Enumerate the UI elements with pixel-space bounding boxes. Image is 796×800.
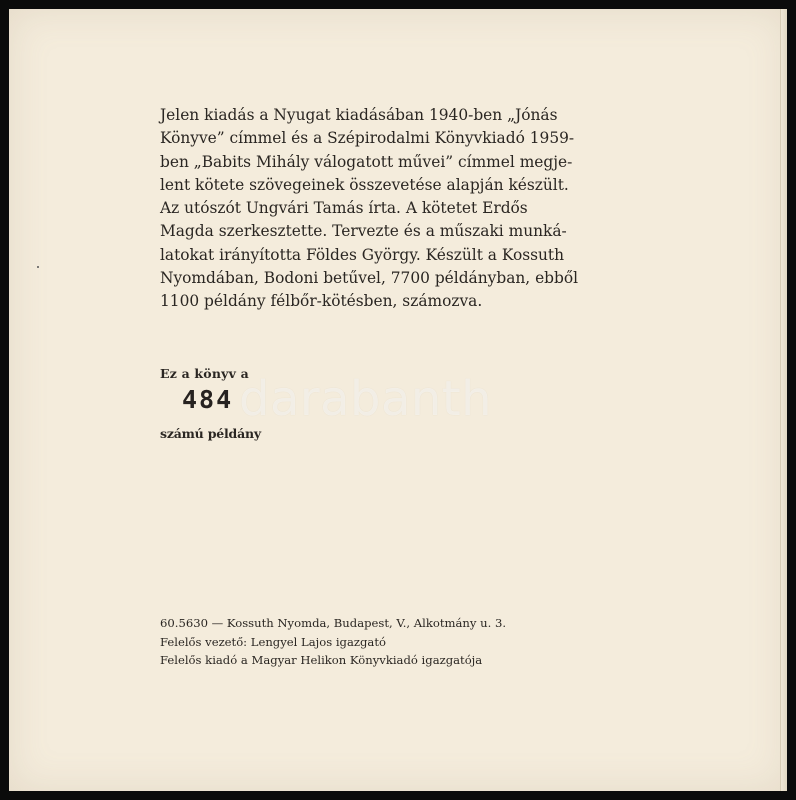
colophon-line: Magda szerkesztette. Tervezte és a műszaki munká- xyxy=(160,222,567,241)
watermark: darabanth xyxy=(239,371,493,427)
colophon-line: 1100 példány félbőr-kötésben, számozva. xyxy=(160,292,483,311)
colophon-line: Könyve” címmel és a Szépirodalmi Könyvkiadó 1959- xyxy=(160,129,575,148)
colophon-text xyxy=(160,104,596,314)
colophon-line: Jelen kiadás a Nyugat kiadásában 1940-ben „Jónás xyxy=(160,106,558,124)
colophon-line: ben „Babits Mihály válogatott művei” címmel megje- xyxy=(160,152,573,171)
imprint-line: 60.5630 — Kossuth Nyomda, Budapest, V., Alkotmány u. 3. xyxy=(160,616,507,630)
copy-number: 484 xyxy=(182,385,234,414)
copy-suffix: számú példány xyxy=(160,426,261,441)
page-edge xyxy=(780,9,787,791)
paper-speck xyxy=(37,266,39,268)
imprint-line: Felelős vezető: Lengyel Lajos igazgató xyxy=(160,634,386,649)
copy-label: Ez a könyv a xyxy=(160,366,249,381)
colophon-line: latokat irányította Földes György. Készült a Kossuth xyxy=(160,245,565,264)
colophon-line: lent kötete szövegeinek összevetése alapján készült. xyxy=(160,175,569,194)
colophon-line: Az utószót Ungvári Tamás írta. A kötetet Erdős xyxy=(160,199,528,218)
imprint-line: Felelős kiadó a Magyar Helikon Könyvkiadó igazgatója xyxy=(160,653,483,668)
imprint-block xyxy=(160,614,506,670)
colophon-line: Nyomdában, Bodoni betűvel, 7700 példányban, ebből xyxy=(160,269,579,288)
book-page xyxy=(9,9,787,791)
